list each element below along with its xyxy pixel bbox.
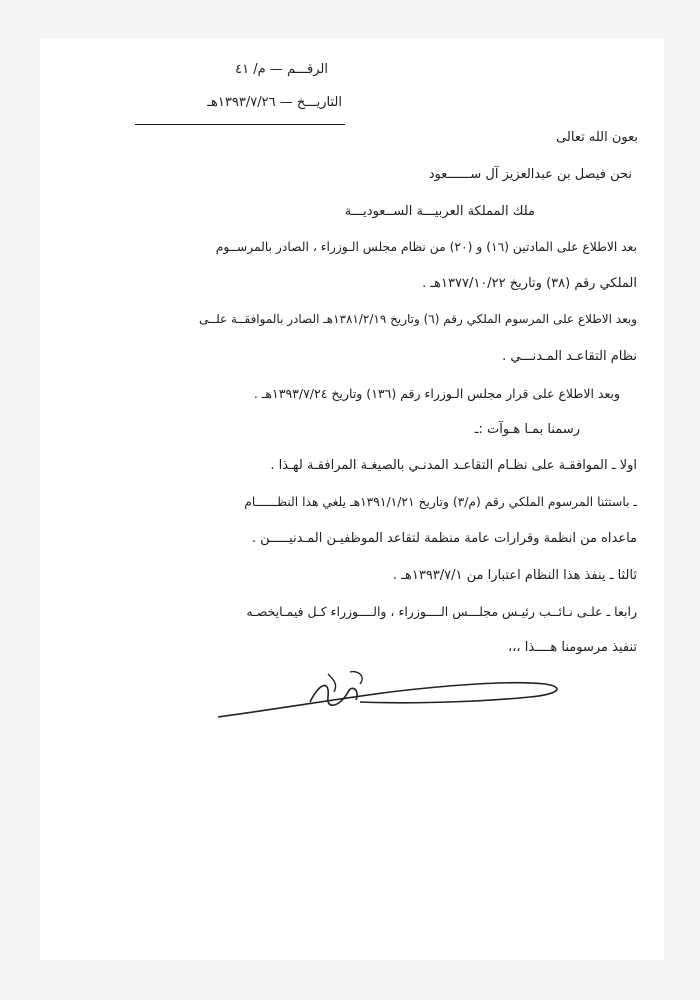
article-fourth-line-2: تنفيذ مرسومنا هــــذا ،،، xyxy=(508,640,637,655)
preamble-1-line-2: الملكي رقم (٣٨) وتاريخ ١٣٧٧/١٠/٢٢هـ . xyxy=(422,276,637,291)
royal-signature xyxy=(210,662,570,732)
article-first: اولا ـ الموافقـة على نظـام التقاعـد المدنـي بالصيغـة المرافقـة لهـذا . xyxy=(270,458,637,473)
invocation: بعون الله تعالى xyxy=(556,130,638,145)
article-second-line-1: ـ باستثنا المرسوم الملكي رقم (م/٣) وتاريخ ١٣٩١/١/٢١هـ يلغي هذا النظــــــام xyxy=(244,495,637,509)
article-fourth-line-1: رابعا ـ علـى نـائــب رئيـس مجلـــس الــــوزراء ، والــــوزراء كـل فيمـايخصـه xyxy=(246,604,637,619)
preamble-2-line-1: وبعد الاطلاع على المرسوم الملكي رقم (٦) وتاريخ ١٣٨١/٢/١٩هـ الصادر بالموافقــة علــى xyxy=(199,312,637,326)
reference-number: الرقـــم — م/ ٤١ xyxy=(235,62,328,77)
preamble-1-line-1: بعد الاطلاع على المادتين (١٦) و (٢٠) من نظام مجلس الـوزراء ، الصادر بالمرســوم xyxy=(215,240,637,254)
article-second-line-2: ماعداه من انظمة وقرارات عامة منظمة لتقاعد الموظفيـن المـدنيـــــن . xyxy=(251,531,637,546)
decree-date: التاريـــخ — ١٣٩٣/٧/٢٦هـ xyxy=(207,95,342,110)
article-third: ثالثا ـ ينفذ هذا النظام اعتبارا من ١٣٩٣/٧/١هـ . xyxy=(392,568,637,583)
preamble-2-line-2: نظام التقاعـد المـدنـــي . xyxy=(502,349,637,364)
date-underline xyxy=(135,124,345,125)
decreed-heading: رسمنا بمـا هـوآت :ـ xyxy=(474,422,580,437)
issuer-name: نحن فيصل بن عبدالعزيز آل ســــــعود xyxy=(428,167,632,182)
king-title: ملك المملكة العربيـــة الســعوديـــة xyxy=(344,204,535,219)
preamble-3: وبعد الاطلاع على قرار مجلس الـوزراء رقم (١٣٦) وتاريخ ١٣٩٣/٧/٢٤هـ . xyxy=(253,386,620,401)
